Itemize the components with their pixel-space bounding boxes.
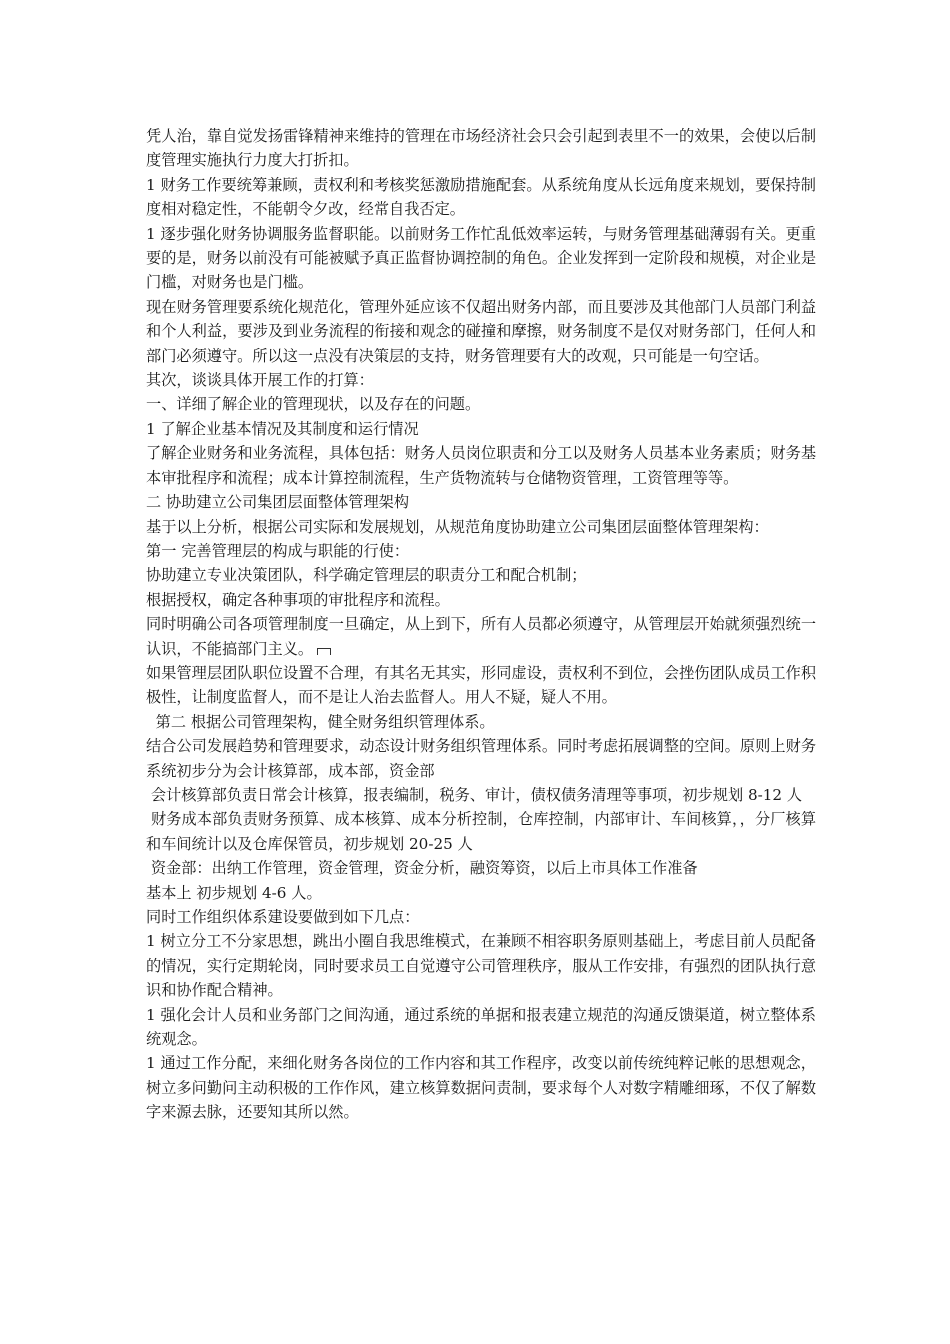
paragraph: 根据授权，确定各种事项的审批程序和流程。 [146,590,450,609]
paragraph: 结合公司发展趋势和管理要求，动态设计财务组织管理体系。同时考虑拓展调整的空间。原则上财务系统初步分为会计核算部，成本部，资金部 [146,737,816,780]
paragraph: 其次，谈谈具体开展工作的打算： [146,371,374,390]
paragraph: 资金部：出纳工作管理，资金管理，资金分析，融资筹资，以后上市具体工作准备 [146,859,698,878]
paragraph: 基于以上分析，根据公司实际和发展规划，从规范角度协助建立公司集团层面整体管理架构： [146,517,769,536]
paragraph: 1 财务工作要统筹兼顾，责权利和考核奖惩激励措施配套。从系统角度从长远角度来规划，要保持制度相对稳定性，不能朝令夕改，经常自我否定。 [146,175,816,219]
paragraph: 一、详细了解企业的管理现状，以及存在的问题。 [146,395,481,414]
paragraph: 1 强化会计人员和业务部门之间沟通，通过系统的单据和报表建立规范的沟通反馈渠道，树立整体系统观念。 [146,1005,816,1049]
paragraph: 第一 完善管理层的构成与职能的行使： [146,541,410,560]
paragraph: 如果管理层团队职位设置不合理，有其名无其实，形同虚设，责权利不到位，会挫伤团队成员工作积极性，让制度监督人，而不是让人治去监督人。用人不疑，疑人不用。 [146,663,816,707]
paragraph-text: 同时明确公司各项管理制度一旦确定，从上到下，所有人员都必须遵守，从管理层开始就须强烈统一认识，不能搞部门主义。 [146,615,816,658]
paragraph: 1 了解企业基本情况及其制度和运行情况 [146,419,419,438]
paragraph: 基本上 初步规划 4-6 人。 [146,883,322,902]
paragraph: 了解企业财务和业务流程，具体包括：财务人员岗位职责和分工以及财务人员基本业务素质；财务基本审批程序和流程；成本计算控制流程，生产货物流转与仓储物资管理，工资管理等等。 [146,444,816,487]
paragraph: 会计核算部负责日常会计核算，报表编制，税务、审计，债权债务清理等事项，初步规划 8-12 人 [146,785,803,804]
paragraph-with-mark [146,612,816,661]
paragraph: 1 逐步强化财务协调服务监督职能。以前财务工作忙乱低效率运转，与财务管理基础薄弱有关。更重要的是，财务以前没有可能被赋予真正监督协调控制的角色。企业发挥到一定阶段和规模，对企业是门槛，对财务也是门槛。 [146,224,816,292]
paragraph: 1 通过工作分配，来细化财务各岗位的工作内容和其工作程序，改变以前传统纯粹记帐的思想观念，树立多问勤问主动积极的工作作风，建立核算数据问责制，要求每个人对数字精雕细琢，不仅了解数字来源去脉，还要知其所以然。 [146,1054,816,1122]
document-body [146,124,816,1125]
paragraph: 凭人治，靠自觉发扬雷锋精神来维持的管理在市场经济社会只会引起到表里不一的效果，会使以后制度管理实施执行力度大打折扣。 [146,127,816,170]
paragraph: 现在财务管理要系统化规范化，管理外延应该不仅超出财务内部，而且要涉及其他部门人员部门利益和个人利益，要涉及到业务流程的衔接和观念的碰撞和摩擦，财务制度不是仅对财务部门，任何人和部门必须遵守。所以这一点没有决策层的支持，财务管理要有大的改观，只可能是一句空话。 [146,297,816,365]
paragraph: 财务成本部负责财务预算、成本核算、成本分析控制，仓库控制，内部审计、车间核算，，分厂核算和车间统计以及仓库保管员，初步规划 20-25 人 [146,810,817,853]
paragraph: 1 树立分工不分家思想，跳出小圈自我思维模式，在兼顾不相容职务原则基础上，考虑目前人员配备的情况，实行定期轮岗，同时要求员工自觉遵守公司管理秩序，服从工作安排，有强烈的团队执行意识和协作配合精神。 [146,932,816,1000]
paragraph: 同时工作组织体系建设要做到如下几点： [146,908,420,926]
paragraph-mark-icon [317,648,331,655]
paragraph: 二 协助建立公司集团层面整体管理架构 [146,493,410,512]
paragraph: 第二 根据公司管理架构，健全财务组织管理体系。 [146,712,495,731]
paragraph: 协助建立专业决策团队，科学确定管理层的职责分工和配合机制； [146,566,587,585]
